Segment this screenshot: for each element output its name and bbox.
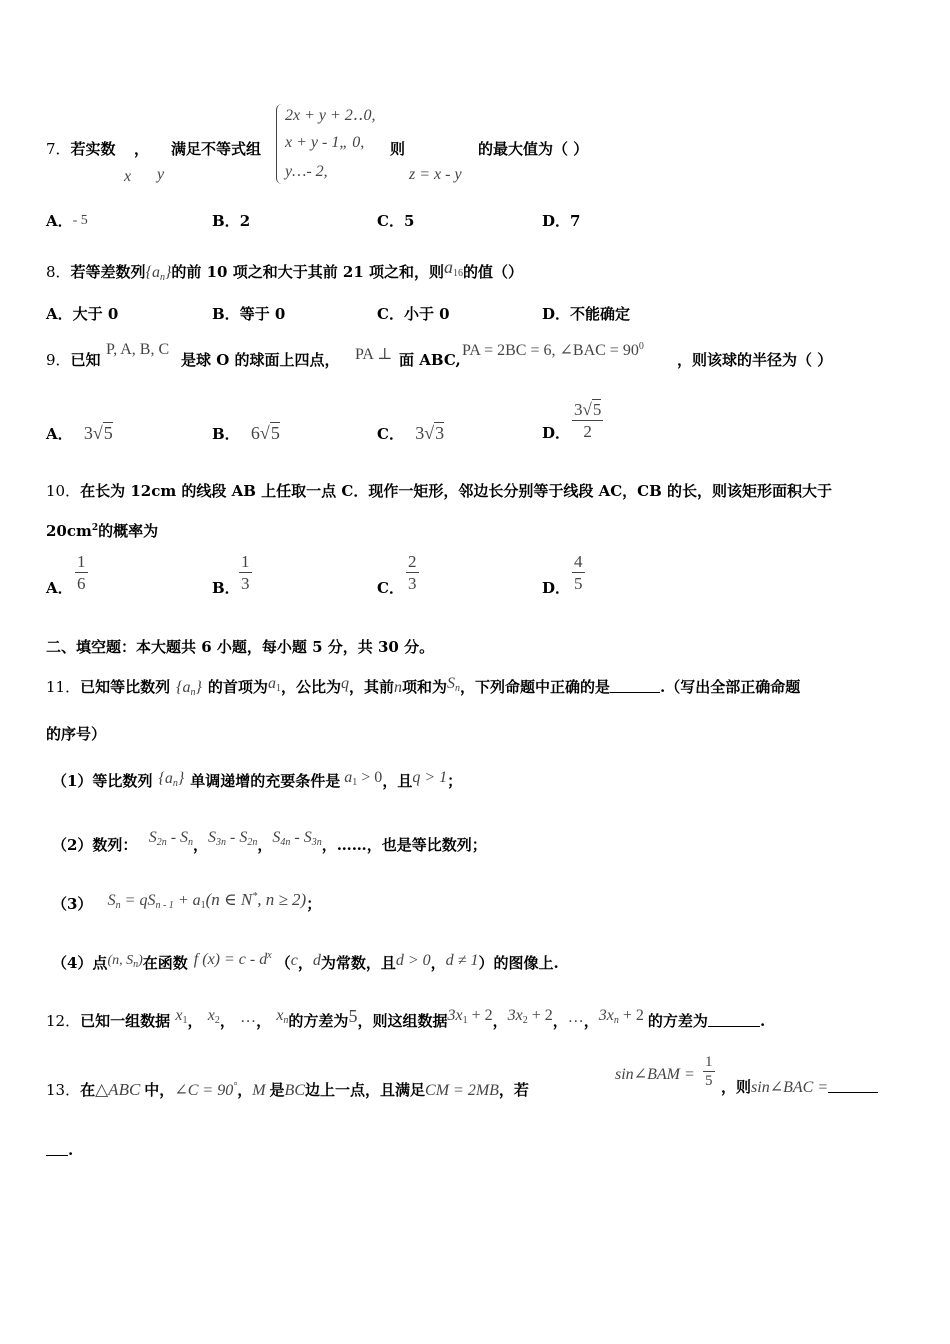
q10-option-a-fraction: $\frac{1}{6}$: [77, 552, 86, 593]
q7-target: z = x - y: [409, 166, 462, 183]
q13-stem-b: ，则sin∠BAC =: [721, 1077, 878, 1098]
q10-option-a-label[interactable]: A．: [46, 579, 73, 597]
q7-option-d[interactable]: D．7: [542, 212, 581, 230]
q9-number: 9．: [46, 351, 71, 369]
q10-option-b-fraction: $\frac{1}{3}$: [241, 552, 250, 593]
q7-var-x: x: [124, 168, 132, 185]
q13-number: 13．: [46, 1081, 81, 1099]
q13-answer-blank[interactable]: [828, 1078, 878, 1093]
q7-option-c[interactable]: C．5: [377, 212, 415, 230]
q12-stem: 12．已知一组数据 $x_1$， $x_2$， …， $x_n$的方差为5，则这组数据$3x_1 + 2$，$3x_2 + 2$，…，$3x_n + 2$ 的方差为 .: [46, 1006, 766, 1030]
q7-ineq-1: 2x + y + 2‥0,: [285, 107, 376, 124]
q9-perp: PA ⊥: [355, 346, 393, 363]
q11-prop-1: （1）等比数列 $\{a_n\}$ 单调递增的充要条件是 $a_1 > 0$，且q > 1；: [52, 769, 463, 790]
q11-stem-line2: 的序号）: [46, 725, 107, 743]
q7-ineq-3: y…- 2,: [285, 163, 328, 180]
q10-option-d-fraction: $\frac{4}{5}$: [574, 552, 583, 593]
q13-stem: 13．在△ABC 中，∠C = 90°，M 是BC边上一点，且满足CM = 2MB，若: [46, 1080, 529, 1099]
q7-comma: ，: [134, 140, 150, 158]
q9-option-d-fraction: $\frac{3√5}{2}$: [574, 400, 602, 441]
q8-seq: $\{a_n\}$: [145, 264, 172, 283]
q13-answer-blank-cont[interactable]: [46, 1141, 68, 1156]
q8-a16: $a_{16}$: [444, 257, 464, 279]
q9-stem-b: 是球 O 的球面上四点，: [181, 351, 340, 369]
q7-ask: 的最大值为（ ）: [478, 140, 589, 158]
q7-option-b[interactable]: B．2: [212, 212, 251, 230]
q8-number: 8．: [46, 263, 71, 281]
q8-option-d[interactable]: D．不能确定: [542, 305, 631, 323]
q11-number: 11．: [46, 678, 81, 696]
q9-option-c[interactable]: C． 3√3: [377, 423, 445, 443]
q12-number: 12．: [46, 1012, 81, 1030]
q11-prop-4: （4）点(n, $S_n$)在函数 f $(x) = c - d^x$ （c，d为常数，且d > 0，d ≠ 1）的图像上.: [52, 950, 559, 972]
q11-stem: 11．已知等比数列 $\{a_n\}$ 的首项为$a_1$，公比为q，其前n项和为$S_n$，下列命题中正确的是 .（写出全部正确命题: [46, 675, 801, 698]
q7-system-brace: [276, 104, 283, 184]
q11-answer-blank[interactable]: [610, 678, 660, 693]
q8-stem: 8．若等差数列$\{a_n\}$的前 10 项之和大于其前 21 项之和，则$a_{16}$的值（）: [46, 257, 524, 283]
q7-then: 则: [390, 140, 406, 158]
q10-stem-line2: $20cm^2$的概率为: [46, 522, 159, 540]
q10-stem-line1: 10．在长为 12cm 的线段 AB 上任取一点 C．现作一矩形，邻边长分别等于线段 AC，CB 的长，则该矩形面积大于: [46, 482, 832, 500]
q9-points: P, A, B, C: [106, 341, 170, 358]
q9-plane: 面 ABC,: [399, 351, 461, 369]
q9-condition: PA = 2BC = 6, ∠BAC = $90^0$: [462, 341, 644, 359]
q12-answer-blank[interactable]: [708, 1012, 760, 1027]
q8-option-a[interactable]: A．大于 0: [46, 305, 119, 323]
q9-option-b[interactable]: B． 6√5: [212, 423, 280, 443]
q13-sin-bam: sin∠BAM =: [615, 1066, 695, 1083]
section-title-fill-in: 二、填空题：本大题共 6 小题，每小题 5 分，共 30 分。: [46, 638, 435, 656]
q11-prop-2: （2）数列： $S_{2n} - S_n$，$S_{3n} - S_{2n}$，$S_{4n} - S_{3n}$，……，也是等比数列；: [52, 829, 487, 854]
q9-option-a[interactable]: A． 3√5: [46, 423, 113, 443]
q7-text-ineq: 满足不等式组: [171, 140, 262, 158]
q7-ineq-2: x + y - 1„ 0,: [285, 134, 365, 151]
q10-option-b-label[interactable]: B．: [212, 579, 240, 597]
q10-option-c-label[interactable]: C．: [377, 579, 404, 597]
q8-option-b[interactable]: B．等于 0: [212, 305, 286, 323]
q10-option-c-fraction: $\frac{2}{3}$: [408, 552, 417, 593]
q7-var-y: y: [157, 166, 165, 183]
q7-stem: 7．若实数: [46, 140, 116, 158]
q13-blank-continuation: .: [46, 1140, 73, 1160]
q9-stem-a: 9．已知: [46, 351, 101, 369]
q11-prop-3: （3） $S_n = qS_{n - 1} + a_1(n$ ∈ N*, n ≥ 2)；: [52, 890, 322, 913]
q8-option-c[interactable]: C．小于 0: [377, 305, 450, 323]
q7-option-a[interactable]: A．- 5: [46, 212, 88, 230]
q10-option-d-label[interactable]: D．: [542, 579, 571, 597]
q7-number: 7．: [46, 140, 71, 158]
q9-option-d[interactable]: D．: [542, 424, 571, 442]
q10-number: 10．: [46, 482, 81, 500]
q9-ask: ，则该球的半径为（ ）: [677, 351, 833, 369]
q13-fraction: $\frac{1}{5}$: [705, 1054, 713, 1089]
